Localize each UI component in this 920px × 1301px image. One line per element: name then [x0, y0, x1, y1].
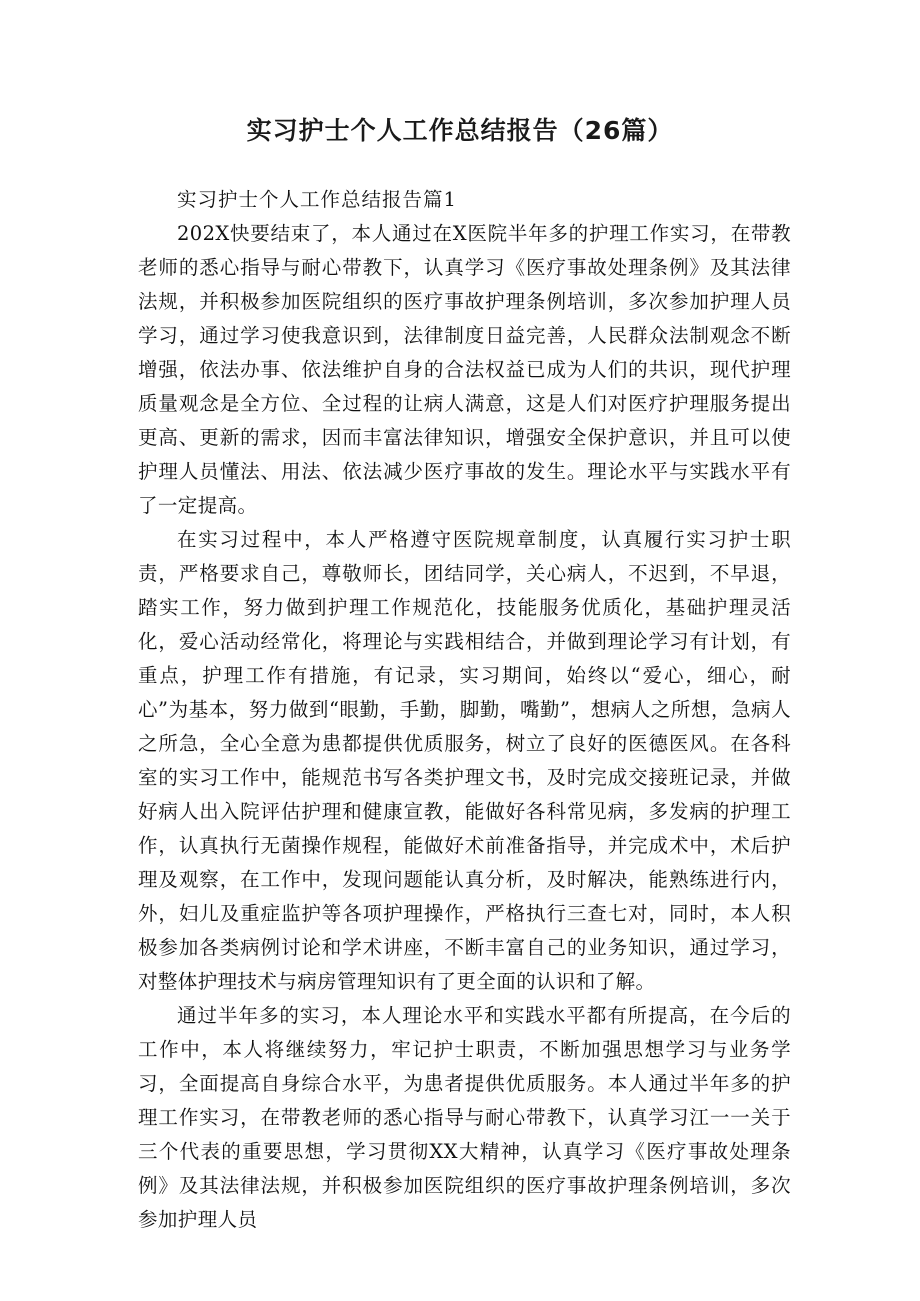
document-body	[138, 183, 791, 1237]
section-heading: 实习护士个人工作总结报告篇1	[177, 188, 457, 211]
paragraph-2: 在实习过程中，本人严格遵守医院规章制度，认真履行实习护士职责，严格要求自己，尊敬师长，团结同学，关心病人，不迟到，不早退，踏实工作，努力做到护理工作规范化，技能服务优质化，基础护理灵活化，爱心活动经常化，将理论与实践相结合，并做到理论学习有计划，有重点，护理工作有措施，有记录，实习期间，始终以“爱心，细心，耐心”为基本，努力做到“眼勤，手勤，脚勤，嘴勤”，想病人之所想，急病人之所急，全心全意为患都提供优质服务，树立了良好的医德医风。在各科室的实习工作中，能规范书写各类护理文书，及时完成交接班记录，并做好病人出入院评估护理和健康宣教，能做好各科常见病，多发病的护理工作，认真执行无菌操作规程，能做好术前准备指导，并完成术中，术后护理及观察，在工作中，发现问题能认真分析，及时解决，能熟练进行内，外，妇儿及重症监护等各项护理操作，严格执行三查七对，同时，本人积极参加各类病例讨论和学术讲座，不断丰富自己的业务知识，通过学习，对整体护理技术与病房管理知识有了更全面的认识和了解。	[138, 528, 791, 993]
paragraph-1: 202X快要结束了，本人通过在X医院半年多的护理工作实习，在带教老师的悉心指导与耐心带教下，认真学习《医疗事故处理条例》及其法律法规，并积极参加医院组织的医疗事故护理条例培训，多次参加护理人员学习，通过学习使我意识到，法律制度日益完善，人民群众法制观念不断增强，依法办事、依法维护自身的合法权益已成为人们的共识，现代护理质量观念是全方位、全过程的让病人满意，这是人们对医疗护理服务提出更高、更新的需求，因而丰富法律知识，增强安全保护意识，并且可以使护理人员懂法、用法、依法减少医疗事故的发生。理论水平与实践水平有了一定提高。	[138, 222, 791, 517]
paragraph-3: 通过半年多的实习，本人理论水平和实践水平都有所提高，在今后的工作中，本人将继续努力，牢记护士职责，不断加强思想学习与业务学习，全面提高自身综合水平，为患者提供优质服务。本人通过半年多的护理工作实习，在带教老师的悉心指导与耐心带教下，认真学习江一一关于三个代表的重要思想，学习贯彻XX大精神，认真学习《医疗事故处理条例》及其法律法规，并积极参加医院组织的医疗事故护理条例培训，多次参加护理人员	[138, 1004, 791, 1231]
document-title: 实习护士个人工作总结报告（26篇）	[246, 116, 674, 145]
